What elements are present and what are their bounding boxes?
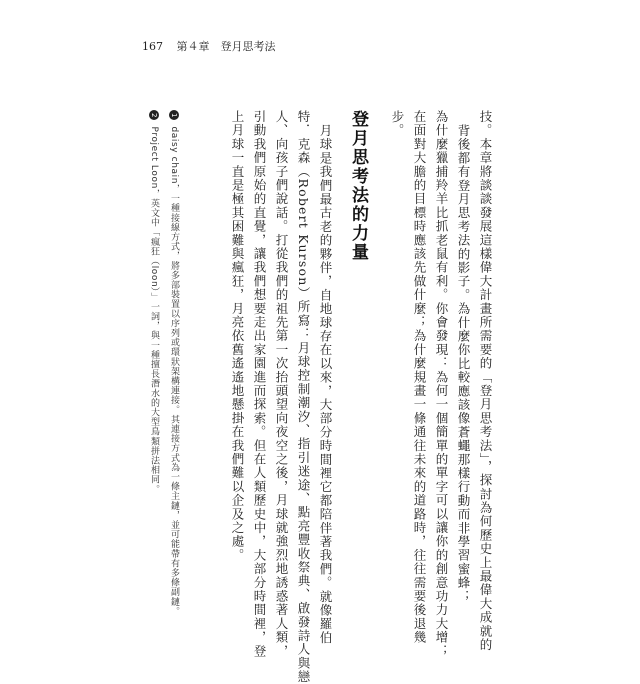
text-column: 背後都有登月思考法的影子。為什麼你比較應該像蒼蠅那樣行動而非學習蜜蜂；	[456, 124, 471, 604]
text-column: 月球是我們最古老的夥伴，自地球存在以來，大部分時間裡它都陪伴著我們。就像羅伯	[318, 124, 333, 645]
text-column: 人、向孩子們說話。打從我們的祖先第一次抬頭望向夜空之後，月球就強烈地誘惑著人類，	[274, 110, 289, 658]
section-heading: 登月思考法的力量	[348, 110, 368, 262]
footnote-text: Project Loon，英文中「瘋狂（loon）」一詞，與一種擅長潛水的大型鳥類拼法相同。	[149, 126, 159, 495]
text-column: 在面對大膽的目標時應該先做什麼；為什麼規畫一條通往未來的道路時，往往需要後退幾	[412, 110, 427, 645]
text-column: 步。	[390, 110, 405, 138]
footnote	[148, 110, 161, 494]
text-column: 上月球一直是極其困難與瘋狂，月亮依舊遙遙地懸掛在我們難以企及之處。	[230, 110, 245, 563]
page-header	[142, 38, 276, 54]
chapter-title: 第４章 登月思考法	[176, 40, 276, 53]
footnote-marker: 1	[169, 110, 179, 120]
text-column: 引動我們原始的直覺，讓我們想要走出家園進而探索。但在人類歷史中，大部分時間裡，登	[252, 110, 267, 658]
footnote-marker: 2	[149, 110, 159, 120]
page-number: 167	[142, 40, 163, 53]
text-column: 技。本章將談談發展這樣偉大計畫所需要的「登月思考法」，探討為何歷史上最偉大成就的	[478, 110, 493, 652]
footnote	[168, 110, 181, 616]
text-column: 為什麼獵捕羚羊比抓老鼠有利。你會發現：為何一個簡單的單字可以讓你的創意功力大增；	[434, 110, 449, 658]
text-column: 特．克森（Robert Kurson）所寫：月球控制潮汐、指引迷途、點亮豐收祭典、啟發詩人與戀	[296, 110, 311, 684]
footnote-text: daisy chain，一種接線方式，將多部裝置以序列或環狀架構連接。其連接方式為一條主鏈，並可能帶有多條副鏈。	[169, 126, 179, 617]
